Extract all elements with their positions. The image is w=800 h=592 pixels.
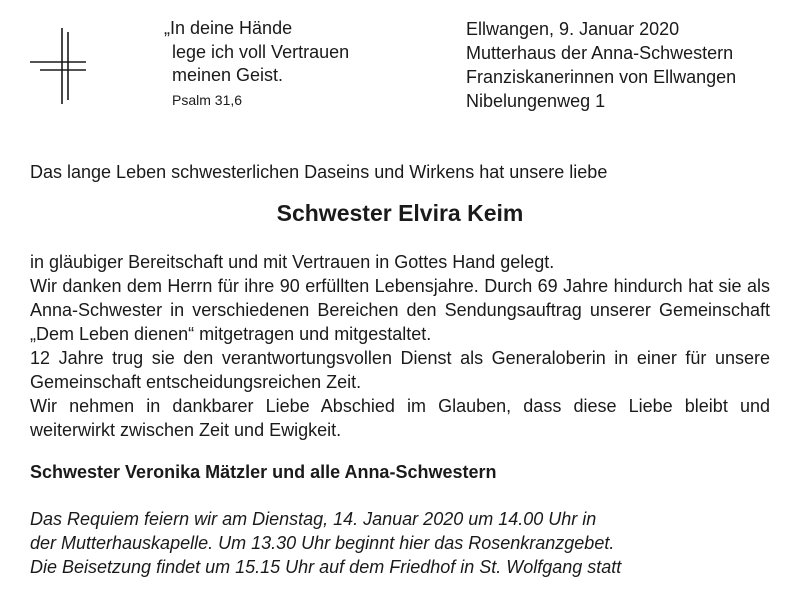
info-line: der Mutterhauskapelle. Um 13.30 Uhr beginnt hier das Rosenkranzgebet.	[30, 533, 615, 553]
body-paragraph: in gläubiger Bereitschaft und mit Vertrauen in Gottes Hand gelegt.	[30, 252, 555, 272]
body-paragraph: 12 Jahre trug sie den verantwortungsvollen Dienst als Generaloberin in einer für unsere Gemeinschaft entscheidungsreichen Zeit.	[30, 348, 770, 392]
body-text	[30, 250, 770, 442]
info-line: Das Requiem feiern wir am Dienstag, 14. Januar 2020 um 14.00 Uhr in	[30, 509, 597, 529]
address-line: Franziskanerinnen von Ellwangen	[466, 67, 737, 87]
signature: Schwester Veronika Mätzler und alle Anna-Schwestern	[30, 462, 497, 482]
body-paragraph: Wir danken dem Herrn für ihre 90 erfüllten Lebensjahre. Durch 69 Jahre hindurch hat sie als Anna-Schwester in verschiedenen Bereichen den Sendungsauftrag unserer Gemeinschaft „Dem Leben dienen“ mitgetragen und mitgestaltet.	[30, 276, 770, 344]
intro-text: Das lange Leben schwesterlichen Daseins und Wirkens hat unsere liebe	[30, 162, 608, 182]
body-paragraph: Wir nehmen in dankbarer Liebe Abschied im Glauben, dass diese Liebe bleibt und weiterwirkt zwischen Zeit und Ewigkeit.	[30, 396, 770, 440]
psalm-quote	[164, 17, 349, 112]
address-line: Nibelungenweg 1	[466, 91, 606, 111]
psalm-line: „In deine Hände	[164, 18, 293, 38]
info-line: Die Beisetzung findet um 15.15 Uhr auf dem Friedhof in St. Wolfgang statt	[30, 557, 622, 577]
psalm-reference: Psalm 31,6	[172, 91, 243, 108]
date-place: Ellwangen, 9. Januar 2020	[466, 19, 680, 39]
funeral-info	[30, 507, 621, 579]
psalm-line: meinen Geist.	[172, 65, 284, 85]
cross-icon	[0, 0, 120, 120]
address-line: Mutterhaus der Anna-Schwestern	[466, 43, 734, 63]
psalm-line: lege ich voll Vertrauen	[172, 41, 350, 62]
deceased-name: Schwester Elvira Keim	[276, 200, 524, 226]
sender-address	[466, 17, 736, 113]
